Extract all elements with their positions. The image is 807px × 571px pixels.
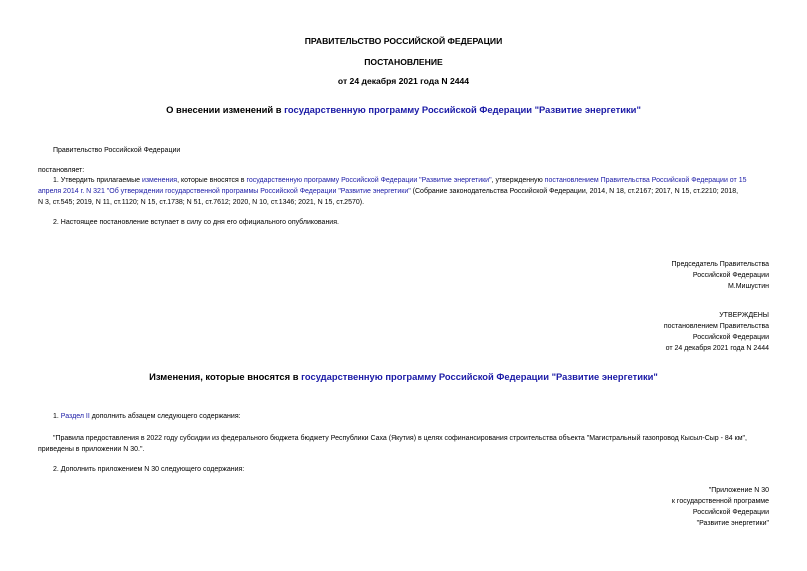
quote-block [53, 433, 783, 444]
decides-text: постановляет: [38, 167, 85, 174]
item-1-line-2 [38, 186, 773, 197]
item-1 [53, 175, 773, 186]
appendix-line-4: "Развитие энергетики" [696, 520, 769, 527]
quote-line-1: "Правила предоставления в 2022 году субсидии из федерального бюджета бюджету Республики Саха (Якутия) в целях софинансирования строительства объекта "Магистральный газопровод Кысыл-Сыр - 84 км", [53, 435, 747, 442]
document-title [0, 104, 807, 115]
section-ii-link[interactable]: Раздел II [60, 413, 90, 420]
signature-line-2: Российской Федерации [692, 272, 769, 279]
signature-line-1: Председатель Правительства [671, 261, 769, 268]
government-label: Правительство Российской Федерации [53, 147, 181, 154]
approved-line-4: от 24 декабря 2021 года N 2444 [665, 345, 769, 352]
signature-line-3: М.Мишустин [727, 283, 769, 290]
item-1-text-a: 1. Утвердить прилагаемые [53, 177, 142, 184]
title-program-link[interactable]: государственную программу Российской Федерации "Развитие энергетики" [284, 104, 641, 115]
appendix-line-3: Российской Федерации [692, 509, 769, 516]
approved-line-1: УТВЕРЖДЕНЫ [719, 312, 769, 319]
changes-title-prefix: Изменения, которые вносятся в [149, 371, 302, 382]
header-date: от 24 декабря 2021 года N 2444 [337, 76, 470, 86]
appendix-header [672, 485, 769, 529]
title-prefix: О внесении изменений в [166, 104, 285, 115]
approved-block [664, 310, 769, 354]
item-1-text-c: , утвержденную [491, 177, 545, 184]
changes-title-program-link[interactable]: государственную программу Российской Федерации "Развитие энергетики" [301, 371, 658, 382]
item-1-text-e: (Собрание законодательства Российской Федерации, 2014, N 18, ст.2167; 2017, N 15, ст.2210; 2018, [410, 188, 739, 195]
item-1-cont [38, 186, 773, 208]
item-1-text-b: , которые вносятся в [177, 177, 247, 184]
resolution-link-part-1[interactable]: постановлением Правительства Российской Федерации от 15 [544, 177, 747, 184]
approved-line-3: Российской Федерации [692, 334, 769, 341]
appendix-line-1: "Приложение N 30 [708, 487, 769, 494]
approved-line-2: постановлением Правительства [663, 323, 769, 330]
changes-title [0, 371, 807, 382]
item-2: 2. Настоящее постановление вступает в силу со дня его официального опубликования. [53, 219, 339, 226]
change-2: 2. Дополнить приложением N 30 следующего содержания: [53, 466, 245, 473]
program-link[interactable]: государственную программу Российской Федерации "Развитие энергетики" [246, 177, 492, 184]
changes-link[interactable]: изменения [141, 177, 178, 184]
item-1-line-1 [53, 175, 773, 186]
change-1-text: дополнить абзацем следующего содержания: [89, 413, 241, 420]
appendix-line-2: к государственной программе [671, 498, 769, 505]
signature-block [672, 259, 769, 292]
quote-line-2: приведены в приложении N 30.". [38, 446, 145, 453]
change-1-number: 1. [53, 413, 61, 420]
header-government: ПРАВИТЕЛЬСТВО РОССИЙСКОЙ ФЕДЕРАЦИИ [304, 36, 503, 46]
header-doc-type: ПОСТАНОВЛЕНИЕ [364, 57, 443, 67]
resolution-link-part-2[interactable]: апреля 2014 г. N 321 "Об утверждении государственной программы Российской Федерации "Развитие энергетики" [38, 188, 411, 195]
change-1 [53, 411, 241, 422]
item-1-line-3: N 3, ст.545; 2019, N 11, ст.1120; N 15, ст.1738; N 51, ст.7612; 2020, N 10, ст.1346; 2021, N 15, ст.2570). [38, 199, 365, 206]
